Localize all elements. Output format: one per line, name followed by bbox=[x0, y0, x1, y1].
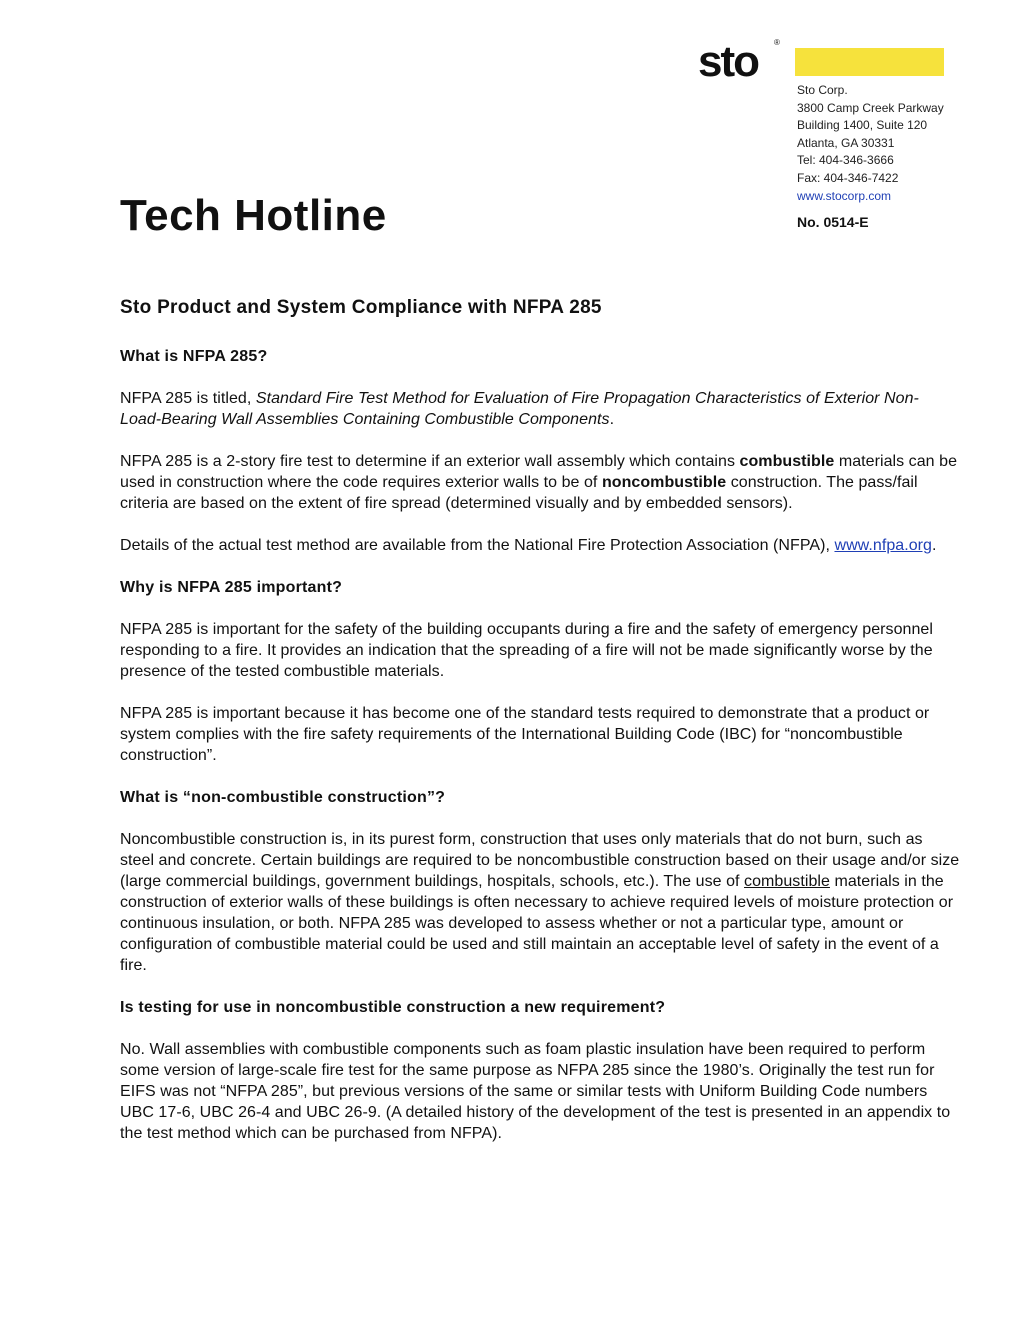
address-line: Building 1400, Suite 120 bbox=[797, 118, 928, 133]
section-heading: Is testing for use in noncombustible construction a new requirement? bbox=[120, 999, 666, 1016]
nfpa-link[interactable]: www.nfpa.org bbox=[834, 537, 933, 554]
document-body bbox=[120, 295, 960, 1165]
address-line: Fax: 404-346-7422 bbox=[797, 170, 899, 185]
document-number: No. 0514-E bbox=[797, 214, 869, 230]
company-website-link[interactable]: www.stocorp.com bbox=[797, 188, 892, 203]
sto-logo bbox=[698, 36, 784, 80]
address-line: Tel: 404-346-3666 bbox=[797, 153, 894, 168]
svg-text:®: ® bbox=[774, 38, 780, 47]
brand-color-bar bbox=[795, 48, 944, 76]
section-heading: What is “non-combustible construction”? bbox=[120, 789, 446, 806]
section-heading: Why is NFPA 285 important? bbox=[120, 579, 343, 596]
paragraph: NFPA 285 is important because it has become one of the standard tests required to demonstrate that a product or system complies with the fire safety requirements of the International Building Code (IBC) for “noncombustible construction”. bbox=[120, 705, 930, 764]
paragraph: NFPA 285 is titled, Standard Fire Test Method for Evaluation of Fire Propagation Characteristics of Exterior Non-Load-Bearing Wall Assemblies Containing Combustible Components. bbox=[120, 390, 919, 428]
paragraph: NFPA 285 is important for the safety of the building occupants during a fire and the safety of emergency personnel responding to a fire. It provides an indication that the spreading of a fire will not be made significantly worse by the presence of the tested combustible materials. bbox=[120, 621, 933, 680]
page-title: Tech Hotline bbox=[120, 191, 387, 240]
section-heading: What is NFPA 285? bbox=[120, 348, 268, 365]
paragraph: No. Wall assemblies with combustible components such as foam plastic insulation have been required to perform some version of large-scale fire test for the same purpose as NFPA 285 since the 1980’s. Originally the test run for EIFS was not “NFPA 285”, but previous versions of the same or similar tests with Uniform Building Code numbers UBC 17-6, UBC 26-4 and UBC 26-9. (A detailed history of the development of the test is presented in an appendix to the test method which can be purchased from NFPA). bbox=[120, 1041, 951, 1142]
company-address bbox=[797, 82, 944, 205]
svg-text:sto: sto bbox=[698, 37, 758, 80]
address-line: 3800 Camp Creek Parkway bbox=[797, 100, 944, 115]
paragraph: NFPA 285 is a 2-story fire test to determine if an exterior wall assembly which contains combustible materials can be used in construction where the code requires exterior walls to be of noncombustible construction. The pass/fail criteria are based on the extent of fire spread (determined visually and by embedded sensors). bbox=[120, 453, 958, 512]
address-line: Atlanta, GA 30331 bbox=[797, 135, 895, 150]
paragraph: Noncombustible construction is, in its purest form, construction that uses only materials that do not burn, such as steel and concrete. Certain buildings are required to be noncombustible construction based on their usage and/or size (large commercial buildings, government buildings, hospitals, schools, etc.). The use of combustible materials in the construction of exterior walls of these buildings is often necessary to achieve required levels of moisture protection or continuous insulation, or both. NFPA 285 was developed to assess whether or not a particular type, amount or configuration of combustible material could be used and still maintain an acceptable level of safety in the event of a fire. bbox=[120, 831, 960, 974]
address-line: Sto Corp. bbox=[797, 83, 848, 97]
paragraph: Details of the actual test method are available from the National Fire Protection Association (NFPA), www.nfpa.org. bbox=[120, 537, 937, 554]
document-title: Sto Product and System Compliance with NFPA 285 bbox=[120, 297, 602, 318]
